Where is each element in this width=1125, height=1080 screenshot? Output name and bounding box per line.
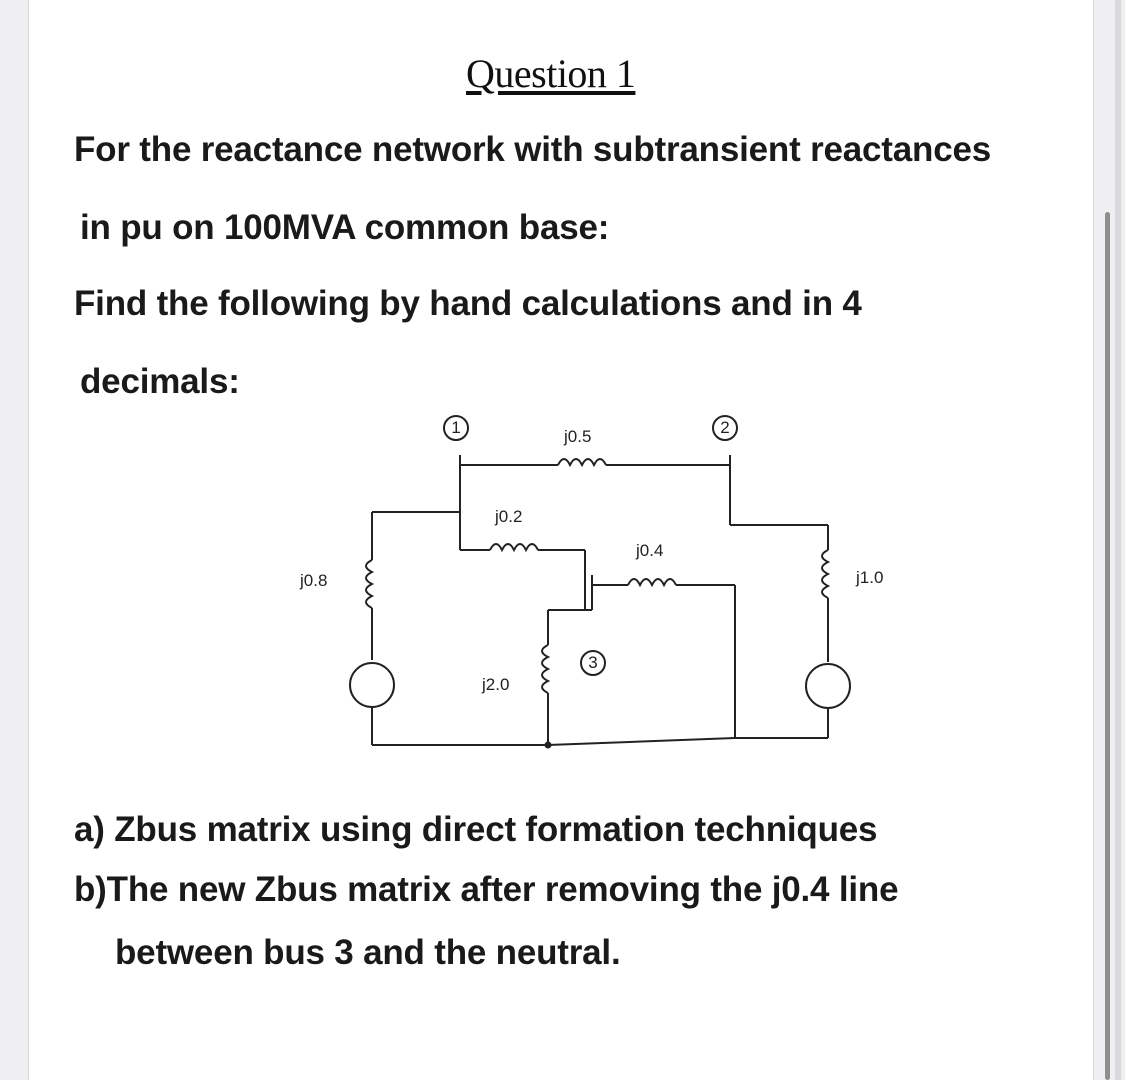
question-a: a) Zbus matrix using direct formation techniques	[74, 810, 878, 849]
scrollbar-thumb[interactable]	[1105, 212, 1110, 1080]
label-j05: j0.5	[564, 427, 592, 446]
coil-j05	[558, 459, 606, 465]
neutral-junction	[545, 742, 552, 749]
question-title: Question 1	[466, 51, 636, 96]
bus-1-number: 1	[451, 418, 461, 437]
bus-3-number: 3	[588, 653, 598, 672]
coil-j08	[366, 560, 372, 608]
intro-line-3: Find the following by hand calculations and in 4	[74, 284, 862, 323]
generator-2	[806, 664, 850, 708]
coil-j10	[822, 550, 828, 598]
intro-line-2: in pu on 100MVA common base:	[80, 208, 610, 247]
question-b-line-2: between bus 3 and the neutral.	[115, 933, 621, 972]
coil-j04	[628, 579, 676, 585]
label-j08: j0.8	[300, 571, 328, 590]
label-j04: j0.4	[636, 541, 664, 560]
question-b-line-1: b)The new Zbus matrix after removing the j0.4 line	[74, 870, 899, 909]
intro-line-1: For the reactance network with subtransient reactances	[74, 130, 991, 169]
intro-line-4: decimals:	[80, 362, 240, 401]
bus-2-number: 2	[720, 418, 730, 437]
scrollbar-track	[1115, 0, 1121, 1080]
coil-j20	[542, 645, 548, 693]
label-j02: j0.2	[495, 507, 523, 526]
label-j10: j1.0	[856, 568, 884, 587]
coil-j02	[490, 544, 538, 550]
reactance-network-diagram	[280, 400, 900, 760]
label-j20: j2.0	[482, 675, 510, 694]
generator-1	[350, 663, 394, 707]
